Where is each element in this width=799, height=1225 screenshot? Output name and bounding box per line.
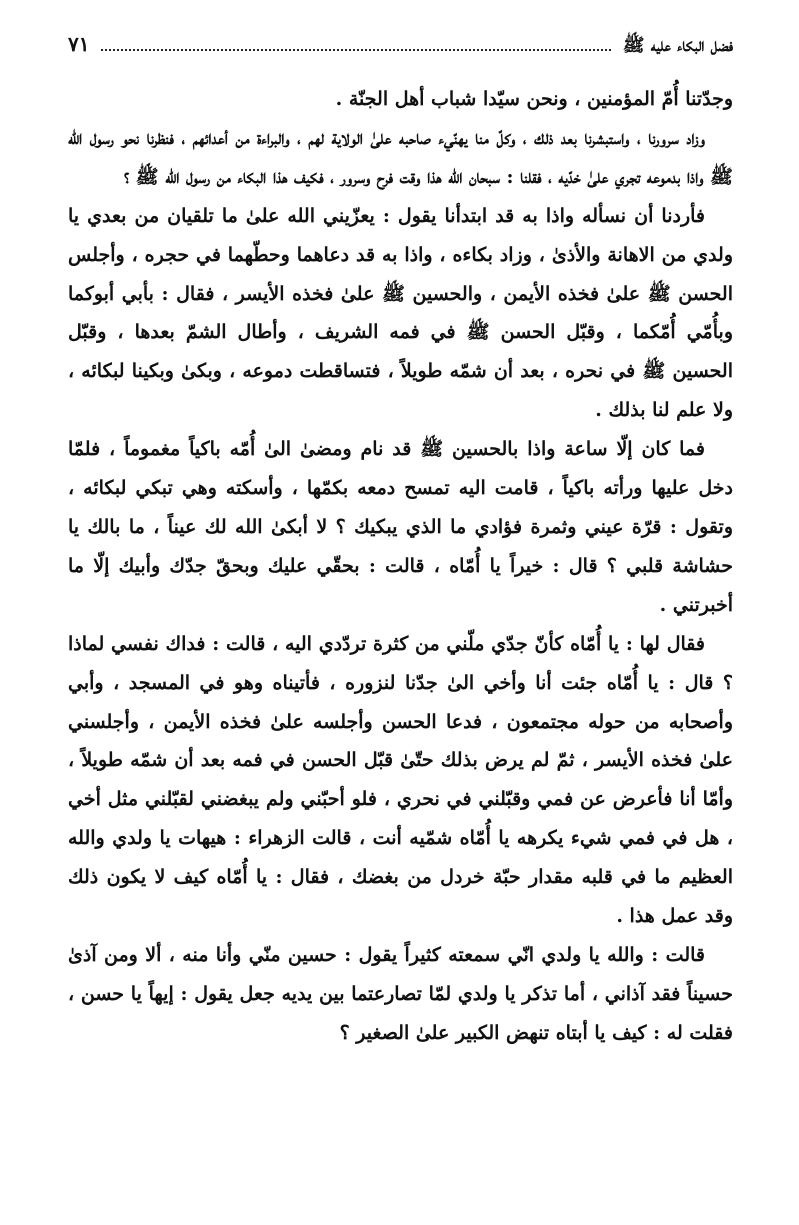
page-number: ٧١ bbox=[68, 32, 90, 56]
paragraph-1: وجدّتنا أُمّ المؤمنين ، ونحن سيّدا شباب أهل الجنّة . bbox=[335, 88, 733, 110]
running-title: فضل البكاء عليه ﷺ bbox=[622, 35, 733, 56]
paragraph-2: وزاد سرورنا ، واستبشرنا بعد ذلك ، وكلّ منا يهنّيء صاحبه علىٰ الولاية لهم ، والبراءة من أعدائهم ، فنظرنا نحو رسول الله ﷺ واذا بدموعه تجري علىٰ خدّيه ، فقلنا : سبحان الله هذا وقت فرح وسرور ، فكيف هذا البكاء من رسول الله ﷺ ؟ bbox=[68, 126, 733, 188]
paragraph-3: فأردنا أن نسأله واذا به قد ابتدأنا يقول : يعزّيني الله علىٰ ما تلقيان من بعدي يا ولدي من الاهانة والأذىٰ ، وزاد بكاءه ، واذا به قد دعاهما وحطّهما في حجره ، وأجلس الحسن ﷺ علىٰ فخذه الأيمن ، والحسين ﷺ علىٰ فخذه الأيسر ، فقال : بأبي أبوكما وبأُمّي أُمّكما ، وقبّل الحسن ﷺ في فمه الشريف ، وأطال الشمّ بعدها ، وقبّل الحسين ﷺ في نحره ، بعد أن شمّه طويلاً ، فتساقطت دموعه ، وبكىٰ وبكينا لبكائه ، ولا علم لنا بذلك . bbox=[68, 204, 733, 422]
running-header bbox=[68, 30, 733, 60]
paragraph-6: قالت : والله يا ولدي انّي سمعته كثيراً يقول : حسين منّي وأنا منه ، ألا ومن آذىٰ حسيناً فقد آذاني ، أما تذكر يا ولدي لمّا تصارعتما بين يديه جعل يقول : إيهاً يا حسن ، فقلت له : كيف يا أبتاه تنهض الكبير علىٰ الصغير ؟ bbox=[68, 943, 733, 1044]
leader-dots bbox=[101, 35, 610, 51]
book-page bbox=[68, 30, 733, 1053]
body-text bbox=[68, 80, 733, 1053]
paragraph-4: فما كان إلّا ساعة واذا بالحسين ﷺ قد نام ومضىٰ الىٰ أُمّه باكياً مغموماً ، فلمّا دخل عليها ورأته باكياً ، قامت اليه تمسح دمعه بكمّها ، وأسكته وهي تبكي لبكائه ، وتقول : قرّة عيني وثمرة فؤادي ما الذي يبكيك ؟ لا أبكىٰ الله لك عيناً ، ما بالك يا حشاشة قلبي ؟ قال : خيراً يا أُمّاه ، قالت : بحقّي عليك وبحقّ جدّك وأبيك إلّا ما أخبرتني . bbox=[68, 438, 733, 616]
paragraph-5: فقال لها : يا أُمّاه كأنّ جدّي ملّني من كثرة تردّدي اليه ، قالت : فداك نفسي لماذا ؟ قال : يا أُمّاه جئت أنا وأخي الىٰ جدّنا لنزوره ، فأتيناه وهو في المسجد ، وأبي وأصحابه من حوله مجتمعون ، فدعا الحسن وأجلسه علىٰ فخذه الأيمن ، وأجلسني علىٰ فخذه الأيسر ، ثمّ لم يرض بذلك حتّىٰ قبّل الحسن في فمه بعد أن شمّه طويلاً ، وأمّا أنا فأعرض عن فمي وقبّلني في نحري ، فلو أحبّني ولم يبغضني لقبّلني مثل أخي ، هل في فمي شيء يكرهه يا أُمّاه شمّيه أنت ، قالت الزهراء : هيهات يا ولدي والله العظيم ما في قلبه مقدار حبّة خردل من بغضك ، فقال : يا أُمّاه كيف لا يكون ذلك وقد عمل هذا . bbox=[68, 632, 734, 928]
